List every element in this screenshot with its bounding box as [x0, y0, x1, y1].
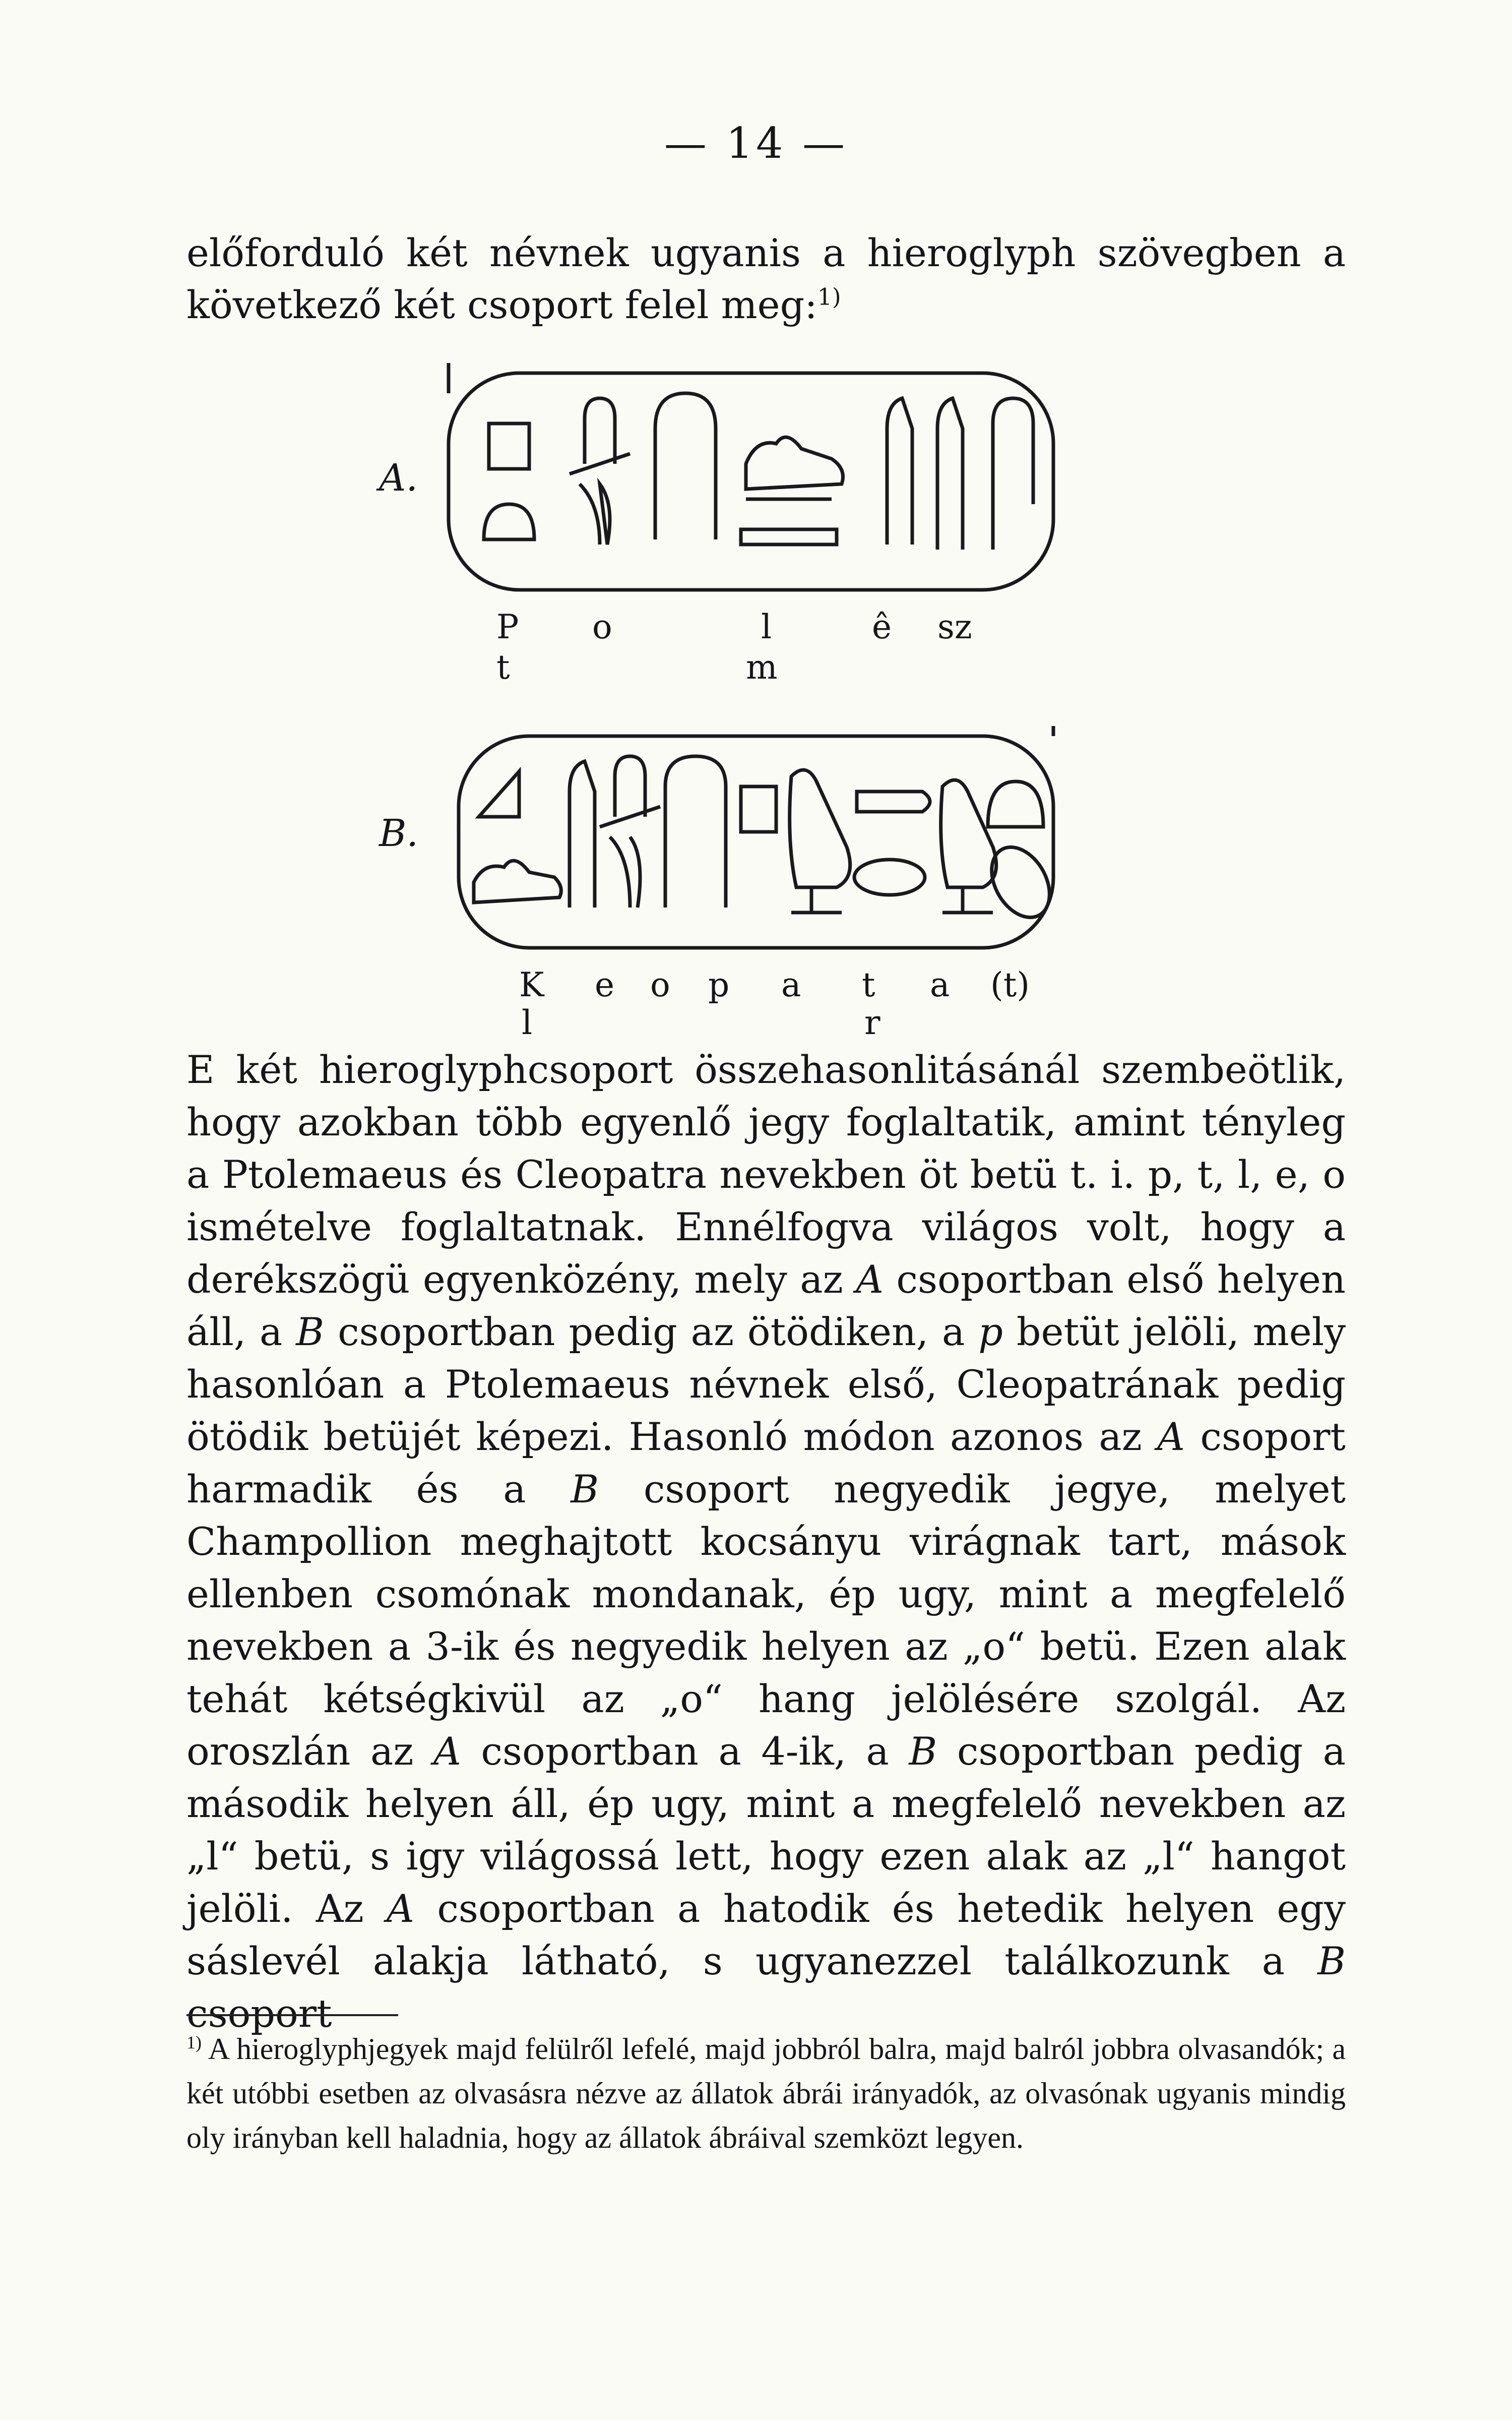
body-text-8: csoportban pedig a második helyen áll, ép ugy, mint a megfelelő nevekben az „l“ betü, s igy világossá lett, hogy ezen alak az „l“ hangot jelöli. Az: [186, 1729, 1346, 1931]
cartouche-b-figure: [444, 716, 1068, 958]
translit-b-7: a: [930, 965, 950, 1004]
page-number: — 14 —: [664, 118, 848, 168]
lion-glyph-b: [474, 861, 561, 902]
translit-b-3: o: [650, 965, 670, 1004]
body-text-9: csoportban a hatodik és hetedik helyen egy sáslevél alakja látható, s ugyanezzel találkozunk a: [186, 1886, 1346, 1983]
translit-b-2: e: [595, 965, 615, 1004]
group-b-ref-4: B: [1317, 1939, 1346, 1983]
body-text-7: csoportban a 4-ik, a: [481, 1729, 889, 1774]
translit-b-8: (t): [990, 965, 1030, 1004]
translit-a-1: P: [496, 608, 519, 646]
knot-glyph-b: [600, 756, 660, 908]
intro-paragraph: [186, 227, 1346, 331]
footnote-reference: 1): [817, 283, 841, 311]
mouth-glyph-b: [854, 860, 925, 895]
body-text-1: E két hieroglyphcsoport összehasonlitásánál szembeötlik, hogy azokban több egyenlő jegy foglaltatik, amint tényleg a Ptolemaeus és Cleopatra nevekben öt betü t. i. p, t, l, e, o ismételve foglaltatnak. Ennélfogva világos volt, hogy a derékszögü egyenközény, mely az: [186, 1047, 1346, 1302]
translit-b-4: p: [708, 965, 730, 1004]
group-a-ref-4: A: [387, 1886, 414, 1931]
translit-a-2: o: [592, 608, 612, 646]
hand-glyph: [857, 792, 930, 812]
translit-a-4: ê: [872, 608, 892, 646]
body-text-3: csoportban pedig az ötödiken, a: [338, 1309, 965, 1354]
loaf-glyph-b: [988, 781, 1043, 827]
footnote-text: A hieroglyphjegyek majd felülről lefelé, majd jobbról balra, majd balról jobbra olvasandók; a két utóbbi esetben az olvasásra nézve az állatok ábrái irányadók, az olvasónak ugyanis mindig oly irányban kell haladnia, hogy az állatok ábráival szemközt legyen.: [186, 2032, 1346, 2154]
translit-a-6: t: [496, 648, 510, 687]
cartouche-a-figure: [433, 353, 1068, 605]
square-glyph-b: [741, 786, 776, 832]
lasso-glyph: [655, 393, 716, 539]
mouth-glyph: [741, 529, 837, 544]
translit-b-6: t: [862, 965, 875, 1004]
translit-a-7: m: [746, 648, 778, 687]
group-b-ref-1: B: [296, 1309, 325, 1354]
group-a-ref-3: A: [433, 1729, 461, 1774]
eagle-glyph-2: [941, 780, 996, 887]
body-text-4: betüt jelöli, mely hasonlóan a Ptolemaeus névnek első, Cleopatrának pedig ötödik betüjét képezi. Hasonló módon azonos az: [186, 1309, 1346, 1459]
body-text-10: csoport: [186, 1991, 332, 2036]
translit-b-5: a: [781, 965, 801, 1004]
reed-glyph-b: [570, 761, 595, 908]
eagle-glyph: [790, 770, 850, 887]
knot-glyph: [570, 398, 630, 544]
group-b-ref-2: B: [571, 1467, 599, 1511]
body-text-5: csoport harmadik és a: [186, 1414, 1346, 1511]
translit-a-5: sz: [937, 608, 972, 646]
main-paragraph: [186, 1044, 1346, 2040]
cartouche-b-ring: [459, 736, 1053, 948]
group-a-ref-1: A: [856, 1257, 884, 1302]
loaf-glyph: [484, 504, 534, 539]
translit-a-3: l: [761, 608, 772, 646]
reed-glyph: [887, 398, 912, 544]
intro-text: előforduló két névnek ugyanis a hieroglyph szövegben a következő két csoport felel meg:: [186, 230, 1346, 327]
group-b-ref-3: B: [909, 1729, 937, 1774]
square-glyph: [489, 424, 529, 469]
lasso-glyph-b: [665, 756, 726, 908]
cloth-glyph: [993, 398, 1033, 550]
letter-p-ref: p: [978, 1309, 1003, 1354]
reed-glyph-2: [937, 398, 963, 550]
footnote: [186, 2027, 1346, 2160]
cartouche-b-label: B.: [379, 812, 418, 855]
translit-b-10: r: [864, 1003, 880, 1042]
footnote-divider: [186, 2014, 398, 2016]
translit-b-1: K: [519, 965, 544, 1004]
group-a-ref-2: A: [1157, 1414, 1185, 1459]
cartouche-a-label: A.: [379, 456, 418, 500]
lion-glyph: [746, 437, 843, 489]
translit-b-9: l: [522, 1003, 533, 1042]
body-text-6: csoport negyedik jegye, melyet Champollion meghajtott kocsányu virágnak tart, mások ellenben csomónak mondanak, ép ugy, mint a megfelelő nevekben a 3-ik és negyedik helyen az „o“ betü. Ezen alak tehát kétségkivül az „o“ hang jelölésére szolgál. Az oroszlán az: [186, 1467, 1346, 1774]
triangle-glyph: [479, 771, 519, 817]
footnote-marker: 1): [186, 2032, 202, 2052]
body-text-2: csoportban első helyen áll, a: [186, 1257, 1346, 1354]
